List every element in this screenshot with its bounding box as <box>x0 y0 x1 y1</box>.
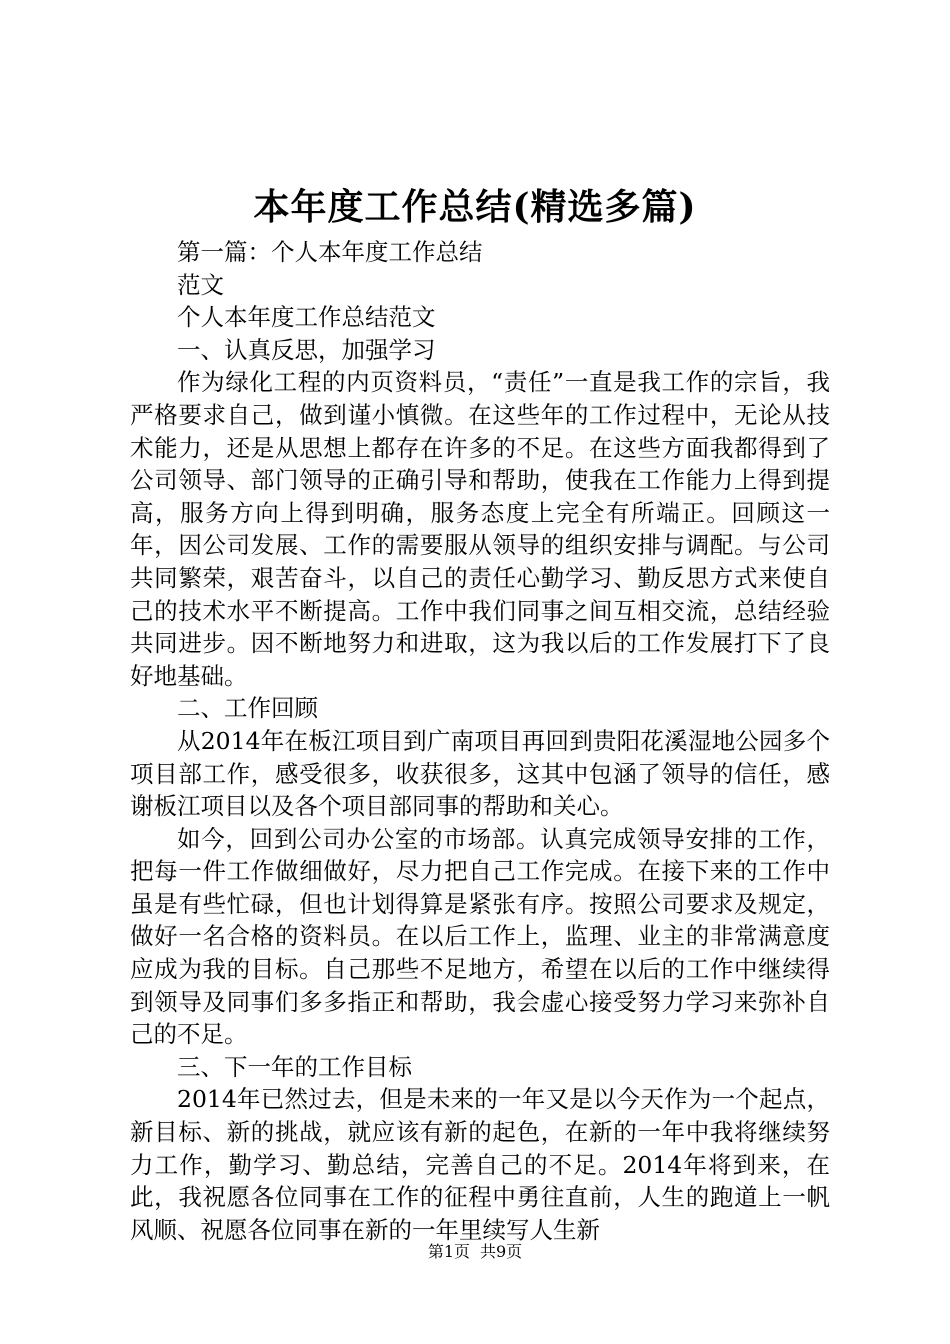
paragraph-reflection: 作为绿化工程的内页资料员，“责任”一直是我工作的宗旨，我严格要求自己，做到谨小慎微。在这些年的工作过程中，无论从技术能力，还是从思想上都存在许多的不足。在这些方面我都得到了公司领导、部门领导的正确引导和帮助，使我在工作能力上得到提高，服务方向上得到明确，服务态度上完全有所端正。回顾这一年，因公司发展、工作的需要服从领导的组织安排与调配。与公司共同繁荣，艰苦奋斗，以自己的责任心勤学习、勤反思方式来使自己的技术水平不断提高。工作中我们同事之间互相交流，总结经验共同进步。因不断地努力和进取，这为我以后的工作发展打下了良好地基础。 <box>130 368 830 690</box>
page-number: 第1页 <box>427 1242 470 1261</box>
paragraph-goals: 2014年已然过去，但是未来的一年又是以今天作为一个起点，新目标、新的挑战，就应该有新的起色，在新的一年中我将继续努力工作，勤学习、勤总结，完善自己的不足。2014年将到来，在此，我祝愿各位同事在工作的征程中勇往直前，人生的跑道上一帆风顺、祝愿各位同事在新的一年里续写人生新 <box>130 1085 830 1244</box>
paragraph-review-projects: 从2014年在板江项目到广南项目再回到贵阳花溪湿地公园多个项目部工作，感受很多，收获很多，这其中包涵了领导的信任，感谢板江项目以及各个项目部同事的帮助和关心。 <box>130 726 830 821</box>
section-heading-continued: 范文 <box>177 270 224 299</box>
document-title: 本年度工作总结(精选多篇) <box>253 186 697 228</box>
section-heading: 第一篇：个人本年度工作总结 <box>177 238 483 266</box>
heading-review: 二、工作回顾 <box>177 694 318 723</box>
page-footer <box>0 1241 950 1263</box>
subtitle: 个人本年度工作总结范文 <box>177 303 436 332</box>
paragraph-review-current: 如今，回到公司办公室的市场部。认真完成领导安排的工作，把每一件工作做细做好，尽力把自己工作完成。在接下来的工作中虽是有些忙碌，但也计划得算是紧张有序。按照公司要求及规定，做好一名合格的资料员。在以后工作上，监理、业主的非常满意度应成为我的目标。自己那些不足地方，希望在以后的工作中继续得到领导及同事们多多指正和帮助，我会虚心接受努力学习来弥补自己的不足。 <box>130 824 830 1049</box>
heading-reflection: 一、认真反思，加强学习 <box>177 335 436 364</box>
document-body <box>130 236 830 1246</box>
page-total: 共9页 <box>480 1242 523 1261</box>
heading-goals: 三、下一年的工作目标 <box>177 1052 412 1081</box>
